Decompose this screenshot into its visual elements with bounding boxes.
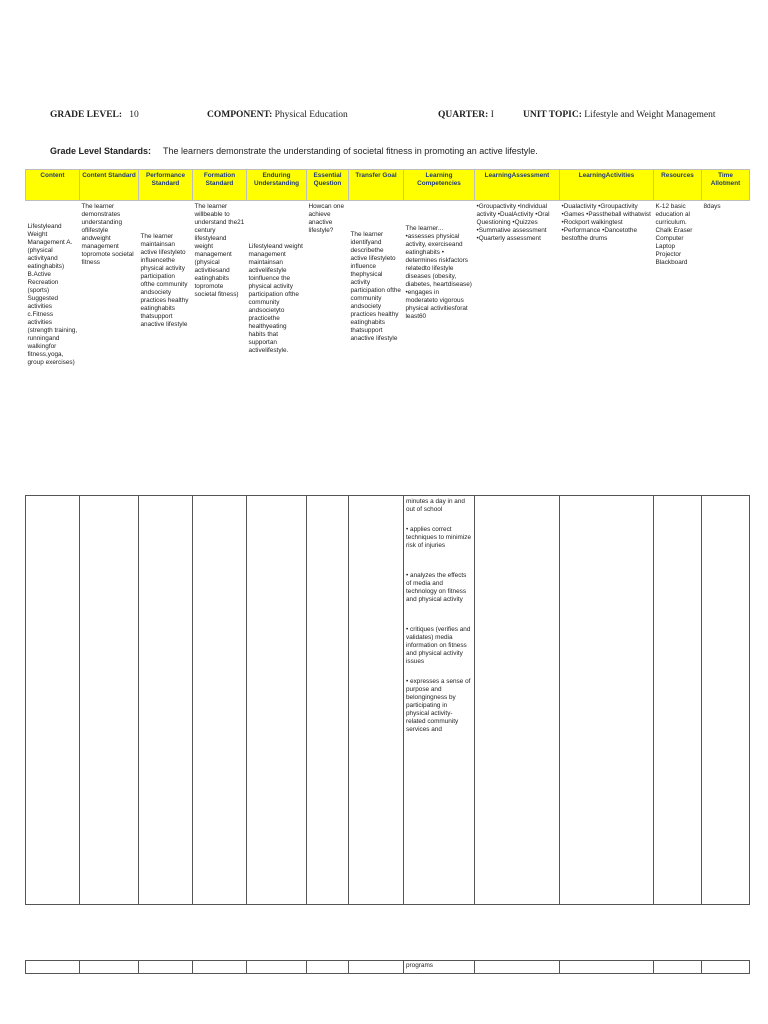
content-cell: Lifestyleand Weight Management A.(physical activityand eatinghabits) B.Active Recreation (sports) Suggested activities c.Fitness activities (strength training, runningand walkingfor fitness,yoga, group exercises)	[27, 223, 78, 366]
column-header: LearningAssessment	[475, 170, 560, 201]
grade-level-standards: Grade Level Standards: The learners demonstrate the understanding of societal fitness in promoting an active lifestyle.	[50, 146, 538, 156]
column-header: Resources	[654, 170, 702, 201]
column-header: Performance Standard	[139, 170, 193, 201]
quarter: QUARTER: I	[438, 110, 494, 120]
column-header: LearningActivities	[560, 170, 654, 201]
column-header: Enduring Understanding	[247, 170, 307, 201]
column-header: Content Standard	[80, 170, 139, 201]
table-row	[26, 961, 750, 974]
table-row	[26, 496, 750, 905]
transfer-goal-cell: The learner identifyand describethe active lifestyleto influence thephysical activity participation ofthe community andsociety practices healthy eatinghabits thatsupport anactive lifestyle	[350, 231, 401, 342]
continuation-table	[25, 495, 750, 905]
learning-assessment-cell: •Groupactivity •Individual activity •DualActivity •Oral Questioning •Quizzes •Summative assessment •Quarterly assessment	[476, 203, 550, 242]
column-header: Essential Question	[307, 170, 349, 201]
column-header: Formation Standard	[193, 170, 247, 201]
resources-cell: K-12 basic education al curriculum. Chalk Eraser Computer Laptop Projector Blackboard	[655, 203, 693, 266]
table-row	[26, 201, 750, 456]
enduring-understanding-cell: Lifestyleand weight management maintainsan activelifestyle toinfluence the physical activity participation ofthe community andsocietyto practicethe healthyeating habits that supportan activelifestyle.	[248, 243, 303, 354]
column-header: Transfer Goal	[349, 170, 404, 201]
learning-competencies-cell: The learner... •assesses physical activity, exerciseand eatinghabits • determines riskfactors relatedto lifestyle diseases (obesity, diabetes, heartdisease) •engages in moderateto vigorous physical activitiesforat least60	[405, 225, 472, 320]
formation-standard-cell: The learner willbeable to understand the21 century lifestyleand weight management (physical activitiesand eatinghabits topromote societal fitness)	[194, 203, 245, 298]
learning-competencies-continued: minutes a day in and out of school • applies correct techniques to minimize risk of injuries • analyzes the effects of media and technology on fitness and physical activity • critiques (verifies and validates) media information on fitness and physical activity issues • expresses a sense of purpose and belongingness by participating in physical activity-related community services and	[404, 496, 475, 905]
column-header: Learning Competencies	[404, 170, 475, 201]
curriculum-table	[25, 169, 750, 455]
column-header: Time Allotment	[702, 170, 750, 201]
table-header-row	[26, 170, 750, 201]
column-header: Content	[26, 170, 80, 201]
continuation-table-2	[25, 960, 750, 974]
essential-question-cell: Howcan one achieve anactive lifestyle?	[308, 203, 345, 234]
learning-activities-cell: •Dualactivity •Groupactivity •Games •Passtheball withatwist •Rockport walkingtest •Performance •Dancetothe bestofthe drums	[561, 203, 651, 242]
performance-standard-cell: The learner maintainsan active lifestyleto influencethe physical activity participation ofthe community andsociety practices healthy eatinghabits thatsupport anactive lifestyle	[140, 233, 189, 328]
unit-topic: UNIT TOPIC: Lifestyle and Weight Management	[523, 110, 716, 120]
component: COMPONENT: Physical Education	[207, 110, 348, 120]
learning-competencies-continued: programs	[404, 961, 475, 974]
grade-level: GRADE LEVEL: 10	[50, 110, 139, 120]
document-header	[50, 110, 750, 124]
time-allotment-cell: 8days	[703, 203, 721, 210]
content-standard-cell: The learner demonstrates understanding oflifestyle andweight management topromote societal fitness	[81, 203, 134, 266]
